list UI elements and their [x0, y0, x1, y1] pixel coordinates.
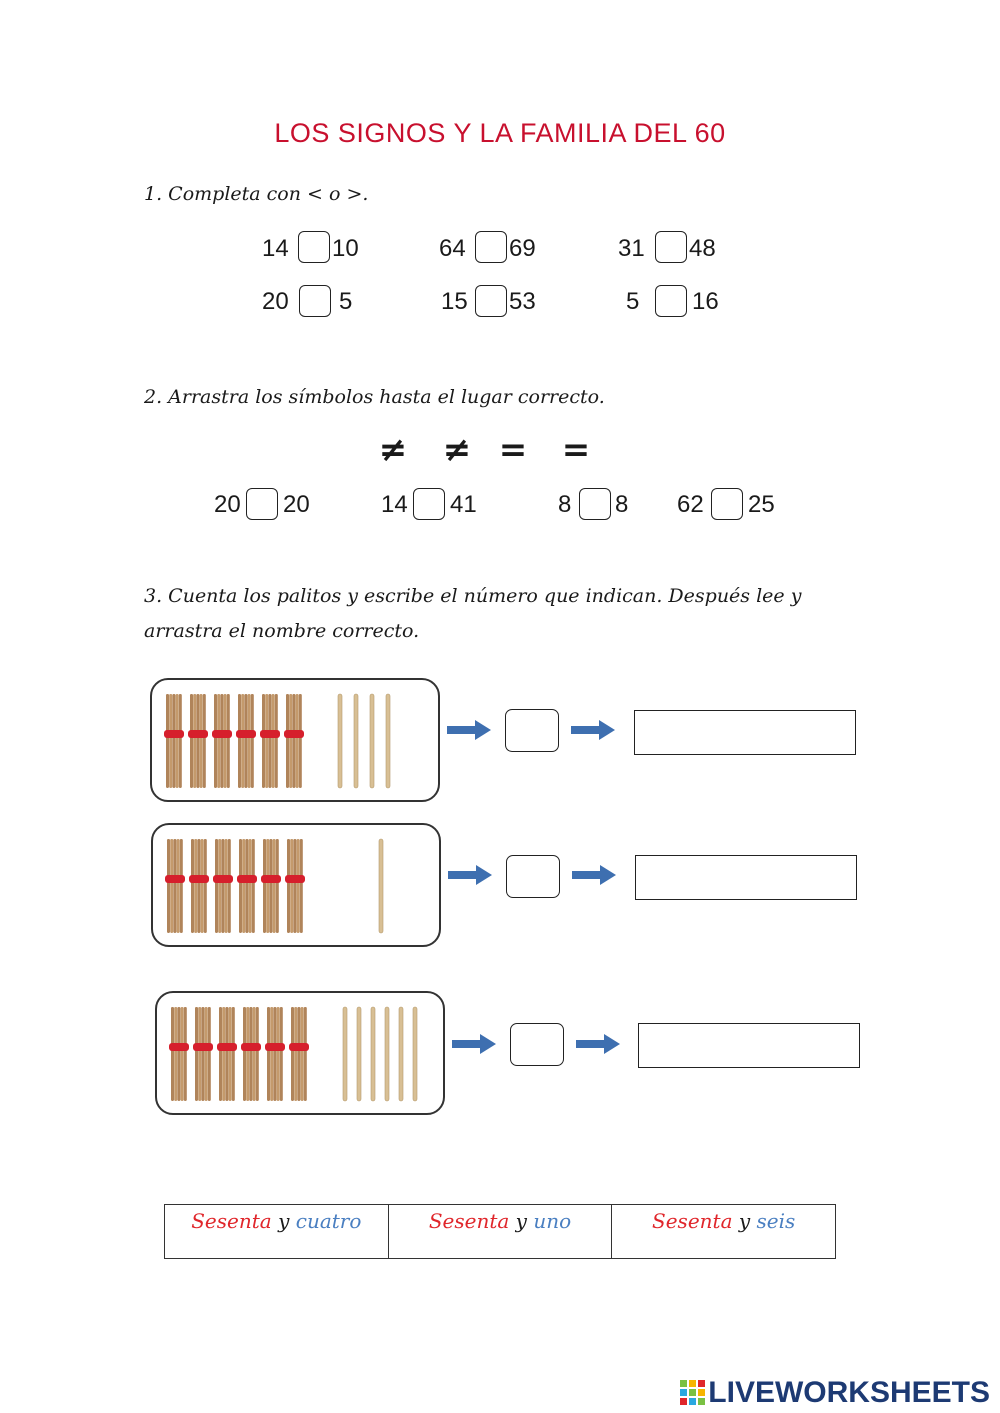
- page-title: LOS SIGNOS Y LA FAMILIA DEL 60: [274, 118, 726, 148]
- loose-stick: [371, 1007, 375, 1101]
- loose-stick: [370, 694, 374, 788]
- ex2-drop-box[interactable]: [579, 488, 611, 520]
- name-option[interactable]: [165, 1205, 389, 1259]
- name-red-word: Sesenta: [652, 1209, 733, 1233]
- name-options-table: [164, 1204, 836, 1259]
- arrow-icon: [446, 864, 494, 886]
- ex2-right-number: 8: [615, 491, 629, 518]
- ex2-drop-box[interactable]: [246, 488, 278, 520]
- equal-symbol[interactable]: =: [498, 430, 528, 470]
- exercise-3-instruction-line-1: 3. Cuenta los palitos y escribe el número que indican. Después lee y: [144, 585, 802, 607]
- ex1-answer-box[interactable]: [655, 231, 687, 263]
- loose-stick: [343, 1007, 347, 1101]
- ex2-right-number: 25: [748, 491, 775, 518]
- ex1-left-number: 31: [618, 235, 645, 262]
- ex2-left-number: 62: [677, 491, 704, 518]
- exercise-2-instruction: 2. Arrastra los símbolos hasta el lugar correcto.: [144, 386, 605, 408]
- stick-bundle: [241, 1007, 261, 1101]
- ex1-answer-box[interactable]: [475, 231, 507, 263]
- sticks-frame: [155, 991, 445, 1115]
- ex2-right-number: 20: [283, 491, 310, 518]
- ex2-drop-box[interactable]: [711, 488, 743, 520]
- ex1-right-number: 69: [509, 235, 536, 262]
- name-y-word: y: [278, 1209, 290, 1233]
- stick-bundle: [212, 694, 232, 788]
- liveworksheets-logo-text: LIVEWORKSHEETS: [708, 1376, 990, 1409]
- stick-bundle: [217, 1007, 237, 1101]
- stick-bundle: [236, 694, 256, 788]
- ex1-answer-box[interactable]: [298, 231, 330, 263]
- number-answer-box[interactable]: [505, 709, 559, 752]
- sticks-illustration: [157, 993, 443, 1113]
- ex2-left-number: 8: [558, 491, 572, 518]
- arrow-icon: [570, 864, 618, 886]
- ex1-answer-box[interactable]: [655, 285, 687, 317]
- number-answer-box[interactable]: [510, 1023, 564, 1066]
- liveworksheets-logo: [680, 1376, 990, 1410]
- ex1-left-number: 14: [262, 235, 289, 262]
- name-red-word: Sesenta: [191, 1209, 272, 1233]
- ex1-right-number: 10: [332, 235, 359, 262]
- name-blue-word: cuatro: [295, 1209, 362, 1233]
- stick-bundle: [193, 1007, 213, 1101]
- not-equal-symbol[interactable]: ≠: [442, 430, 472, 470]
- loose-stick: [338, 694, 342, 788]
- stick-bundle: [285, 839, 305, 933]
- loose-stick: [385, 1007, 389, 1101]
- ex1-right-number: 5: [339, 288, 353, 315]
- loose-stick: [379, 839, 383, 933]
- name-drop-box[interactable]: [638, 1023, 860, 1068]
- name-red-word: Sesenta: [428, 1209, 510, 1233]
- ex1-left-number: 64: [439, 235, 466, 262]
- stick-bundle: [289, 1007, 309, 1101]
- not-equal-symbol[interactable]: ≠: [378, 430, 408, 470]
- stick-bundle: [165, 839, 185, 933]
- arrow-icon: [450, 1033, 498, 1055]
- name-blue-word: seis: [756, 1209, 796, 1233]
- number-answer-box[interactable]: [506, 855, 560, 898]
- ex2-left-number: 20: [214, 491, 241, 518]
- stick-bundle: [188, 694, 208, 788]
- name-option[interactable]: [612, 1205, 836, 1259]
- stick-bundle: [169, 1007, 189, 1101]
- ex2-left-number: 14: [381, 491, 408, 518]
- name-blue-word: uno: [533, 1209, 572, 1233]
- stick-bundle: [260, 694, 280, 788]
- loose-stick: [357, 1007, 361, 1101]
- ex1-left-number: 20: [262, 288, 289, 315]
- ex1-right-number: 53: [509, 288, 536, 315]
- stick-bundle: [164, 694, 184, 788]
- sticks-illustration: [152, 680, 438, 800]
- name-drop-box[interactable]: [635, 855, 857, 900]
- stick-bundle: [189, 839, 209, 933]
- loose-stick: [399, 1007, 403, 1101]
- ex1-left-number: 15: [441, 288, 468, 315]
- sticks-illustration: [153, 825, 439, 945]
- stick-bundle: [284, 694, 304, 788]
- loose-stick: [386, 694, 390, 788]
- stick-bundle: [265, 1007, 285, 1101]
- ex2-right-number: 41: [450, 491, 477, 518]
- loose-stick: [354, 694, 358, 788]
- stick-bundle: [261, 839, 281, 933]
- stick-bundle: [213, 839, 233, 933]
- arrow-icon: [569, 719, 617, 741]
- exercise-1-instruction: 1. Completa con < o >.: [144, 183, 369, 205]
- name-drop-box[interactable]: [634, 710, 856, 755]
- ex2-drop-box[interactable]: [413, 488, 445, 520]
- equal-symbol[interactable]: =: [561, 430, 591, 470]
- sticks-frame: [151, 823, 441, 947]
- stick-bundle: [237, 839, 257, 933]
- name-y-word: y: [738, 1209, 751, 1233]
- ex1-right-number: 16: [692, 288, 719, 315]
- ex1-answer-box[interactable]: [299, 285, 331, 317]
- arrow-icon: [574, 1033, 622, 1055]
- ex1-answer-box[interactable]: [475, 285, 507, 317]
- sticks-frame: [150, 678, 440, 802]
- loose-stick: [413, 1007, 417, 1101]
- ex1-left-number: 5: [626, 288, 640, 315]
- liveworksheets-logo-icon: [680, 1380, 706, 1406]
- name-option[interactable]: [388, 1205, 612, 1259]
- exercise-3-instruction-line-2: arrastra el nombre correcto.: [144, 620, 420, 642]
- ex1-right-number: 48: [689, 235, 716, 262]
- name-y-word: y: [515, 1209, 527, 1233]
- arrow-icon: [445, 719, 493, 741]
